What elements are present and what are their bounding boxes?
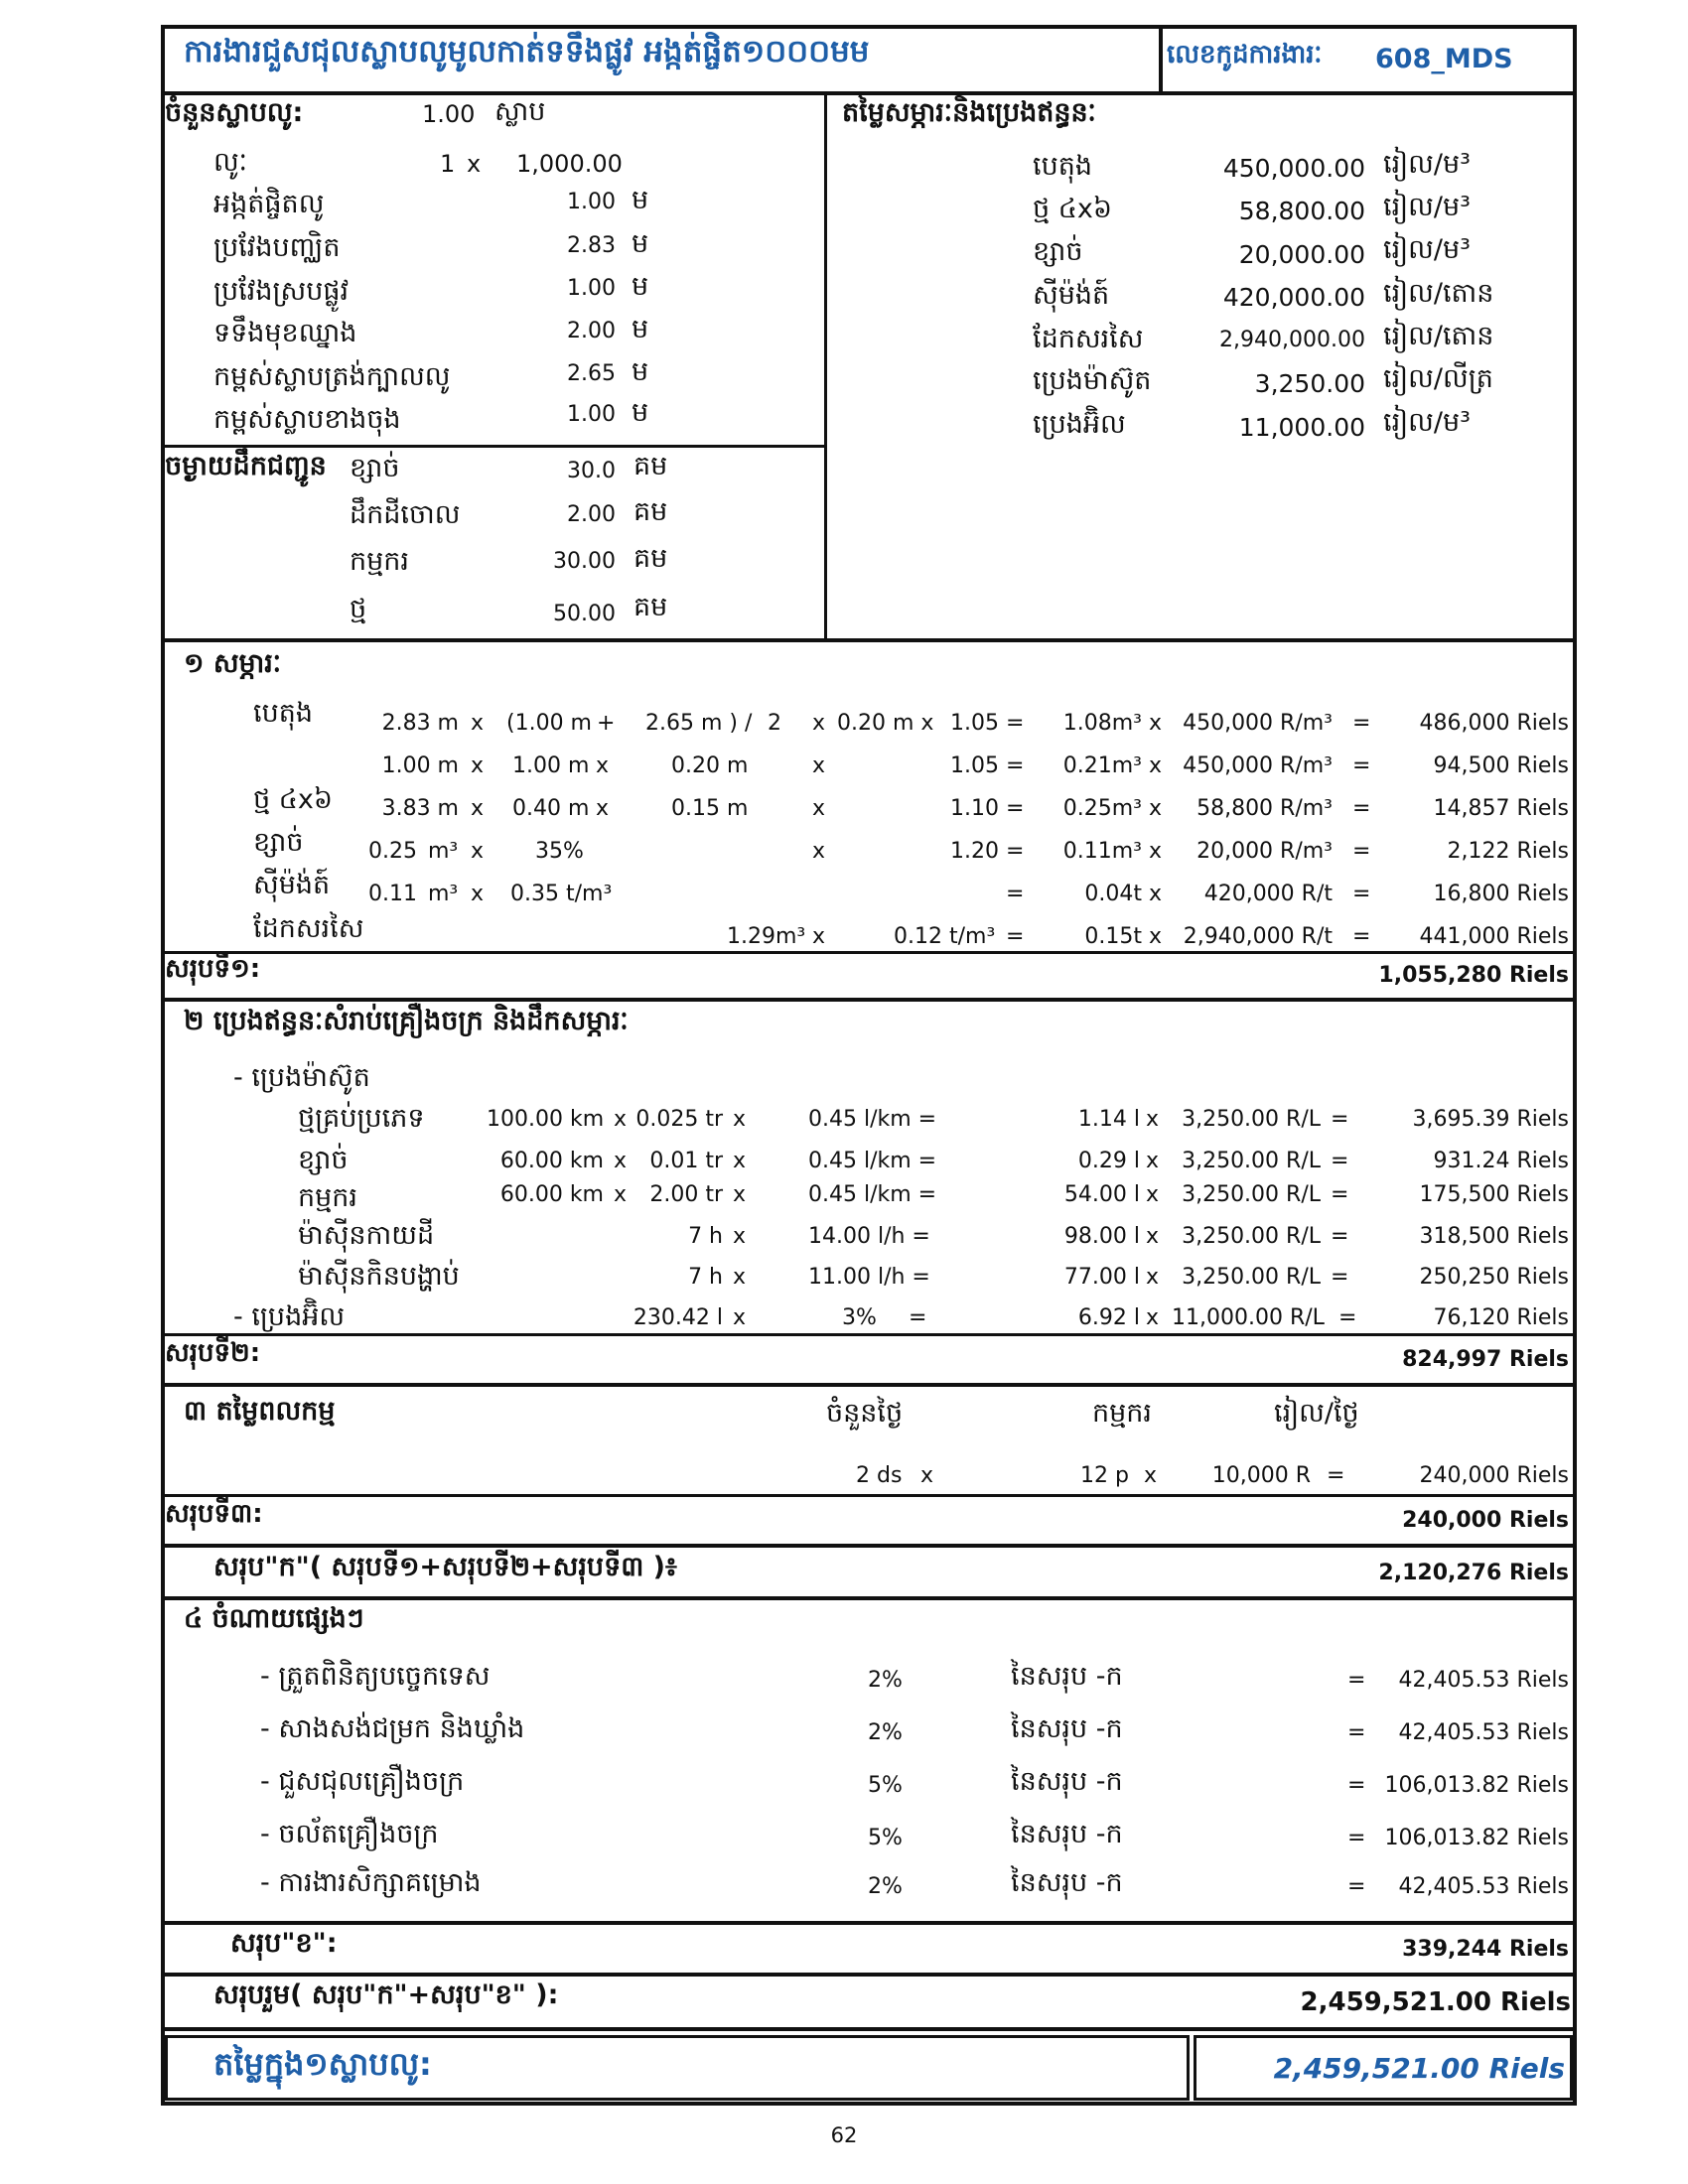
calc-cell: 0.40 m	[512, 796, 590, 821]
spec-unit: ម	[632, 228, 649, 259]
other-cost-label: - ការងារសិក្សាគម្រោង	[260, 1867, 482, 1898]
section-title: ៣ តម្លៃពលកម្ម	[184, 1396, 336, 1427]
divider	[161, 638, 1577, 642]
price-item: ស៊ីម៉ង់ត៍	[1033, 280, 1110, 311]
subtotal-label: សរុបទី១:	[165, 954, 261, 984]
line-total: 42,405.53 Riels	[1398, 1874, 1569, 1899]
fuel-litres: 6.92 l	[1077, 1305, 1140, 1330]
calc-cell: 450,000 R/m³	[1183, 753, 1333, 778]
calc-op: x	[1146, 1182, 1160, 1207]
labour-rate: 10,000 R	[1211, 1463, 1311, 1488]
code-value: 608_MDS	[1375, 44, 1513, 74]
distance-value: 50.00	[553, 602, 616, 626]
line-total: 76,120 Riels	[1433, 1305, 1569, 1330]
divider	[1159, 25, 1163, 92]
calc-op: x	[733, 1107, 747, 1132]
line-total: 106,013.82 Riels	[1384, 1826, 1569, 1850]
spec-value: 2.00	[567, 319, 616, 343]
calc-op: x	[733, 1224, 747, 1249]
distance-item: ថ្ម	[350, 594, 367, 624]
calc-op: =	[1352, 882, 1371, 906]
line-total: 94,500 Riels	[1433, 753, 1569, 778]
calc-op: =	[1347, 1826, 1366, 1850]
fuel-item: ម៉ាស៊ីនកាយដី	[298, 1220, 435, 1251]
calc-cell: 1.05	[950, 753, 999, 778]
fuel-price: 3,250.00 R/L	[1182, 1224, 1321, 1249]
fuel-litres: 0.29 l	[1077, 1149, 1140, 1173]
price-unit: រៀល/ម³	[1383, 149, 1471, 180]
calc-op: =	[1331, 1265, 1349, 1290]
subtotal-label: សរុបទី៣:	[165, 1499, 263, 1529]
price-unit: រៀល/តោន	[1383, 321, 1494, 351]
total-a-label: សរុប"ក"( សរុបទី១+សរុបទី២+សរុបទី៣ )៖	[213, 1552, 677, 1582]
distance-unit: គម	[633, 543, 668, 574]
calc-op: x	[614, 1149, 628, 1173]
calc-cell: 58,800 R/m³	[1196, 796, 1333, 821]
calc-cell: 0.11	[368, 882, 417, 906]
calc-cell: 1.10	[950, 796, 999, 821]
price-unit: រៀល/តោន	[1383, 278, 1494, 309]
subtotal-value: 824,997 Riels	[1402, 1347, 1569, 1372]
fuel-trips: 7 h	[688, 1224, 723, 1249]
calc-op: =	[1331, 1182, 1349, 1207]
fuel-price: 3,250.00 R/L	[1182, 1149, 1321, 1173]
calc-op: x	[733, 1265, 747, 1290]
count-value: 1.00	[422, 100, 476, 128]
calc-op: =	[1352, 796, 1371, 821]
spec-value: 2.83	[567, 233, 616, 258]
line-total: 441,000 Riels	[1419, 924, 1569, 949]
other-cost-percent: 2%	[868, 1720, 903, 1745]
calc-cell: 0.25	[368, 839, 417, 864]
other-cost-percent: 2%	[868, 1874, 903, 1899]
section-title: ២ ប្រេងឥន្ធនៈសំរាប់គ្រឿងចក្រ និងដឹកសម្ភារៈ	[184, 1006, 629, 1036]
spec-unit: ម	[632, 397, 649, 428]
divider	[161, 1333, 1577, 1336]
calc-op: x	[596, 753, 610, 778]
calc-op: x	[471, 796, 485, 821]
calc-op: x	[471, 839, 485, 864]
distance-value: 30.00	[553, 549, 616, 574]
distance-value: 2.00	[567, 502, 616, 527]
calc-op: =	[1352, 924, 1371, 949]
section-title: ៤ ចំណាយផ្សេងៗ	[184, 1603, 364, 1634]
divider	[161, 445, 824, 448]
line-total: 3,695.39 Riels	[1412, 1107, 1569, 1132]
calc-op: =	[1006, 711, 1025, 736]
oil-amount: 230.42 l	[633, 1305, 723, 1330]
price-value: 3,250.00	[1254, 369, 1365, 398]
column-header: ចំនួនថ្ងៃ	[826, 1398, 904, 1429]
calc-op: =	[1352, 711, 1371, 736]
fuel-item: ម៉ាស៊ីនកិនបង្ហាប់	[298, 1261, 460, 1292]
final-value: 2,459,521.00 Riels	[1273, 2052, 1565, 2085]
spec-value: 1.00	[567, 276, 616, 301]
fuel-litres: 1.14 l	[1077, 1107, 1140, 1132]
line-total: 175,500 Riels	[1419, 1182, 1569, 1207]
other-cost-label: - ចល័តគ្រឿងចក្រ	[260, 1819, 439, 1849]
divider	[161, 1494, 1577, 1497]
calc-op: =	[1006, 796, 1025, 821]
fuel-rate: 0.45 l/km =	[808, 1182, 937, 1207]
spec-value: 2.65	[567, 361, 616, 386]
page-number: 62	[830, 2123, 858, 2147]
total-a-value: 2,120,276 Riels	[1378, 1561, 1569, 1585]
calc-op: =	[1352, 839, 1371, 864]
price-value: 420,000.00	[1222, 283, 1365, 312]
other-cost-basis: នៃសរុប -ក	[1011, 1661, 1123, 1692]
price-value: 58,800.00	[1238, 197, 1365, 225]
calc-cell: 1.05	[950, 711, 999, 736]
calc-op: x	[812, 753, 826, 778]
spec-label: លូៈ	[213, 147, 247, 178]
grand-total-label: សរុបរួម( សរុប"ក"+សរុប"ខ" ):	[213, 1979, 559, 2010]
other-cost-percent: 5%	[868, 1773, 903, 1798]
oil-percent: 3%	[842, 1305, 877, 1330]
price-item: ខ្សាច់	[1033, 236, 1083, 267]
calc-op: x	[471, 882, 485, 906]
spec-label: កម្ពស់ស្លាបត្រង់ក្បាលលូ	[213, 361, 451, 392]
price-value: 20,000.00	[1238, 240, 1365, 269]
line-total: 240,000 Riels	[1419, 1463, 1569, 1488]
calc-op: =	[1006, 839, 1025, 864]
divider	[161, 998, 1577, 1002]
calc-op: x	[812, 796, 826, 821]
calc-op: x	[1146, 1149, 1160, 1173]
calc-cell: 0.20 m	[671, 753, 749, 778]
calc-op: =	[909, 1305, 927, 1330]
spec-label: កម្ពស់ស្លាបខាងចុង	[213, 404, 401, 435]
code-label: លេខកូដការងារៈ	[1167, 40, 1323, 69]
distance-label: ចម្ងាយដឹកជញ្ជូន	[165, 451, 327, 481]
calc-cell: 1.20	[950, 839, 999, 864]
calc-cell: 420,000 R/t	[1203, 882, 1333, 906]
calc-cell: m³	[428, 839, 459, 864]
calc-op: +	[597, 711, 616, 736]
calc-op: =	[1331, 1224, 1349, 1249]
material-label: ថ្ម ៤x៦	[253, 784, 333, 815]
calc-cell: 2.65 m ) /	[645, 711, 753, 736]
calc-cell: 0.15t x	[1084, 924, 1162, 949]
other-cost-percent: 5%	[868, 1826, 903, 1850]
line-total: 318,500 Riels	[1419, 1224, 1569, 1249]
line-total: 250,250 Riels	[1419, 1265, 1569, 1290]
calc-cell: 0.11m³ x	[1062, 839, 1162, 864]
other-cost-basis: នៃសរុប -ក	[1011, 1766, 1123, 1797]
fuel-litres: 77.00 l	[1063, 1265, 1140, 1290]
divider	[161, 91, 1577, 95]
material-label: ខ្សាច់	[253, 827, 304, 858]
calc-op: x	[1144, 1463, 1158, 1488]
fuel-price: 3,250.00 R/L	[1182, 1182, 1321, 1207]
total-b-value: 339,244 Riels	[1402, 1937, 1569, 1962]
price-unit: រៀល/លីត្រ	[1383, 363, 1493, 394]
fuel-rate: 0.45 l/km =	[808, 1107, 937, 1132]
calc-cell: 1.00 m	[512, 753, 590, 778]
calc-cell: 450,000 R/m³	[1183, 711, 1333, 736]
total-b-label: សរុប"ខ":	[230, 1928, 338, 1959]
fuel-group-label: - ប្រេងម៉ាស៊ូត	[233, 1062, 370, 1093]
calc-op: x	[471, 711, 485, 736]
calc-op: =	[1006, 753, 1025, 778]
calc-op: =	[1006, 882, 1025, 906]
calc-op: x	[1146, 1224, 1160, 1249]
calc-op: =	[1347, 1720, 1366, 1745]
calc-op: =	[1327, 1463, 1345, 1488]
fuel-item: ខ្សាច់	[298, 1145, 349, 1175]
count-label: ចំនួនស្លាបលូ:	[165, 97, 304, 128]
fuel-km: 60.00 km	[499, 1149, 604, 1173]
distance-value: 30.0	[567, 459, 616, 483]
calc-op: x	[733, 1182, 747, 1207]
fuel-group-label: - ប្រេងអ៊ិល	[233, 1301, 346, 1332]
material-label: បេតុង	[253, 698, 313, 729]
spec-value: 1,000.00	[516, 150, 623, 178]
spec-unit: ម	[632, 314, 649, 344]
divider	[161, 1973, 1577, 1977]
price-item: ប្រេងអ៊ិល	[1033, 409, 1126, 440]
labour-days: 2 ds	[856, 1463, 903, 1488]
divider	[161, 1596, 1577, 1600]
line-total: 14,857 Riels	[1433, 796, 1569, 821]
spec-mult: 1	[440, 150, 456, 178]
count-unit: ស្លាប	[494, 96, 546, 127]
column-header: រៀល/ថ្ងៃ	[1274, 1398, 1359, 1429]
calc-op: x	[733, 1305, 747, 1330]
prices-label: តម្លៃសម្ភារៈនិងប្រេងឥន្ធនៈ	[842, 97, 1096, 128]
material-label: ដែកសរសៃ	[253, 913, 364, 944]
distance-unit: គម	[633, 496, 668, 527]
spec-label: ប្រវែងស្របផ្លូវ	[213, 276, 350, 307]
calc-op: x	[1146, 1265, 1160, 1290]
divider	[161, 1383, 1577, 1387]
price-unit: រៀល/ម³	[1383, 192, 1471, 222]
divider	[824, 91, 827, 639]
price-item: ថ្ម ៤x៦	[1033, 194, 1112, 224]
spec-value: 1.00	[567, 190, 616, 214]
other-cost-label: - សាងសង់ជម្រក និងឃ្លាំង	[260, 1713, 525, 1744]
fuel-price: 11,000.00 R/L	[1172, 1305, 1325, 1330]
calc-op: x	[614, 1182, 628, 1207]
calc-cell: 0.04t x	[1084, 882, 1162, 906]
section-title: ១ សម្ភារៈ	[184, 648, 282, 679]
calc-cell: 1.29m³	[727, 924, 806, 949]
divider	[161, 1921, 1577, 1925]
spec-unit: ម	[632, 271, 649, 302]
line-total: 42,405.53 Riels	[1398, 1720, 1569, 1745]
calc-op: =	[1352, 753, 1371, 778]
divider	[161, 2027, 1577, 2031]
calc-op: x	[812, 924, 826, 949]
calc-op: x	[920, 1463, 934, 1488]
calc-cell: 2,940,000 R/t	[1183, 924, 1333, 949]
final-label: តម្លៃក្នុង១ស្លាបលូ:	[213, 2045, 432, 2083]
spec-unit: ម	[632, 356, 649, 387]
fuel-trips: 7 h	[688, 1265, 723, 1290]
spec-x: x	[467, 150, 482, 178]
calc-cell: 0.15 m	[671, 796, 749, 821]
fuel-rate: 11.00 l/h =	[808, 1265, 930, 1290]
calc-cell: 2.83 m	[381, 711, 459, 736]
calc-op: =	[1331, 1107, 1349, 1132]
line-total: 931.24 Riels	[1433, 1149, 1569, 1173]
calc-op: x	[614, 1107, 628, 1132]
other-cost-label: - ជួសជុលគ្រឿងចក្រ	[260, 1766, 465, 1797]
price-value: 2,940,000.00	[1219, 328, 1365, 352]
fuel-litres: 98.00 l	[1063, 1224, 1140, 1249]
calc-op: =	[1331, 1149, 1349, 1173]
subtotal-value: 1,055,280 Riels	[1378, 963, 1569, 988]
other-cost-label: - ត្រួតពិនិត្យបច្ចេកទេស	[260, 1661, 491, 1692]
calc-op: =	[1006, 924, 1025, 949]
spec-label: អង្កត់ផ្ចិតលូ	[213, 189, 325, 219]
calc-op: x	[812, 711, 826, 736]
distance-unit: គម	[633, 592, 668, 622]
calc-cell: 0.20 m x	[837, 711, 934, 736]
price-unit: រៀល/ម³	[1383, 234, 1471, 265]
calc-cell: 0.25m³ x	[1062, 796, 1162, 821]
price-item: បេតុង	[1033, 151, 1092, 182]
spec-label: ទទឹងមុខឈ្នាង	[213, 318, 357, 348]
calc-op: x	[812, 839, 826, 864]
line-total: 16,800 Riels	[1433, 882, 1569, 906]
spec-value: 1.00	[567, 402, 616, 427]
distance-item: ខ្សាច់	[350, 453, 400, 483]
fuel-rate: 0.45 l/km =	[808, 1149, 937, 1173]
other-cost-basis: នៃសរុប -ក	[1011, 1713, 1123, 1744]
calc-op: x	[596, 796, 610, 821]
calc-cell: 0.21m³ x	[1062, 753, 1162, 778]
line-total: 2,122 Riels	[1447, 839, 1569, 864]
fuel-trips: 2.00 tr	[649, 1182, 723, 1207]
other-cost-percent: 2%	[868, 1668, 903, 1693]
labour-workers: 12 p	[1080, 1463, 1129, 1488]
calc-op: =	[1347, 1773, 1366, 1798]
line-total: 106,013.82 Riels	[1384, 1773, 1569, 1798]
divider	[161, 951, 1577, 954]
fuel-item: កម្មករ	[298, 1182, 357, 1213]
fuel-rate: 14.00 l/h =	[808, 1224, 930, 1249]
calc-cell: (1.00 m	[506, 711, 592, 736]
calc-cell: 0.35 t/m³	[510, 882, 613, 906]
price-item: ដែកសរសៃ	[1033, 324, 1144, 354]
material-label: ស៊ីម៉ង់ត៍	[253, 870, 331, 900]
subtotal-value: 240,000 Riels	[1402, 1508, 1569, 1533]
column-header: កម្មករ	[1092, 1398, 1152, 1429]
grand-total-value: 2,459,521.00 Riels	[1300, 1987, 1571, 2017]
calc-cell: 35%	[535, 839, 584, 864]
page-title: ការងារជួសជុលស្លាបលូមូលកាត់ទទឹងផ្លូវ អង្កត់ផ្ចិត១០០០មម	[184, 34, 870, 69]
price-unit: រៀល/ម³	[1383, 407, 1471, 438]
calc-cell: m³	[428, 882, 459, 906]
fuel-price: 3,250.00 R/L	[1182, 1265, 1321, 1290]
calc-cell: 3.83 m	[381, 796, 459, 821]
line-total: 42,405.53 Riels	[1398, 1668, 1569, 1693]
price-item: ប្រេងម៉ាស៊ូត	[1033, 365, 1152, 396]
price-value: 11,000.00	[1238, 413, 1365, 442]
calc-cell: 1.08m³ x	[1062, 711, 1162, 736]
calc-cell: 0.12 t/m³	[894, 924, 996, 949]
calc-op: =	[1347, 1874, 1366, 1899]
calc-op: x	[1146, 1305, 1160, 1330]
calc-cell: 2	[768, 711, 781, 736]
price-value: 450,000.00	[1222, 154, 1365, 183]
divider	[161, 1544, 1577, 1548]
distance-item: ដឹកដីចោល	[350, 499, 461, 530]
fuel-price: 3,250.00 R/L	[1182, 1107, 1321, 1132]
other-cost-basis: នៃសរុប -ក	[1011, 1867, 1123, 1898]
fuel-km: 60.00 km	[499, 1182, 604, 1207]
calc-op: x	[733, 1149, 747, 1173]
fuel-item: ថ្មគ្រប់ប្រភេទ	[298, 1103, 425, 1134]
spec-label: ប្រវែងបញ្ឈិត	[213, 232, 341, 263]
fuel-trips: 0.025 tr	[635, 1107, 723, 1132]
calc-cell: 1.00 m	[381, 753, 459, 778]
other-cost-basis: នៃសរុប -ក	[1011, 1819, 1123, 1849]
fuel-km: 100.00 km	[487, 1107, 605, 1132]
subtotal-label: សរុបទី២:	[165, 1338, 261, 1368]
distance-unit: គម	[633, 451, 668, 481]
calc-op: =	[1347, 1668, 1366, 1693]
calc-cell: 20,000 R/m³	[1196, 839, 1333, 864]
spec-unit: ម	[632, 185, 649, 215]
calc-op: =	[1338, 1305, 1357, 1330]
line-total: 486,000 Riels	[1419, 711, 1569, 736]
calc-op: x	[471, 753, 485, 778]
fuel-litres: 54.00 l	[1063, 1182, 1140, 1207]
fuel-trips: 0.01 tr	[649, 1149, 723, 1173]
calc-op: x	[1146, 1107, 1160, 1132]
distance-item: កម្មករ	[350, 546, 409, 577]
